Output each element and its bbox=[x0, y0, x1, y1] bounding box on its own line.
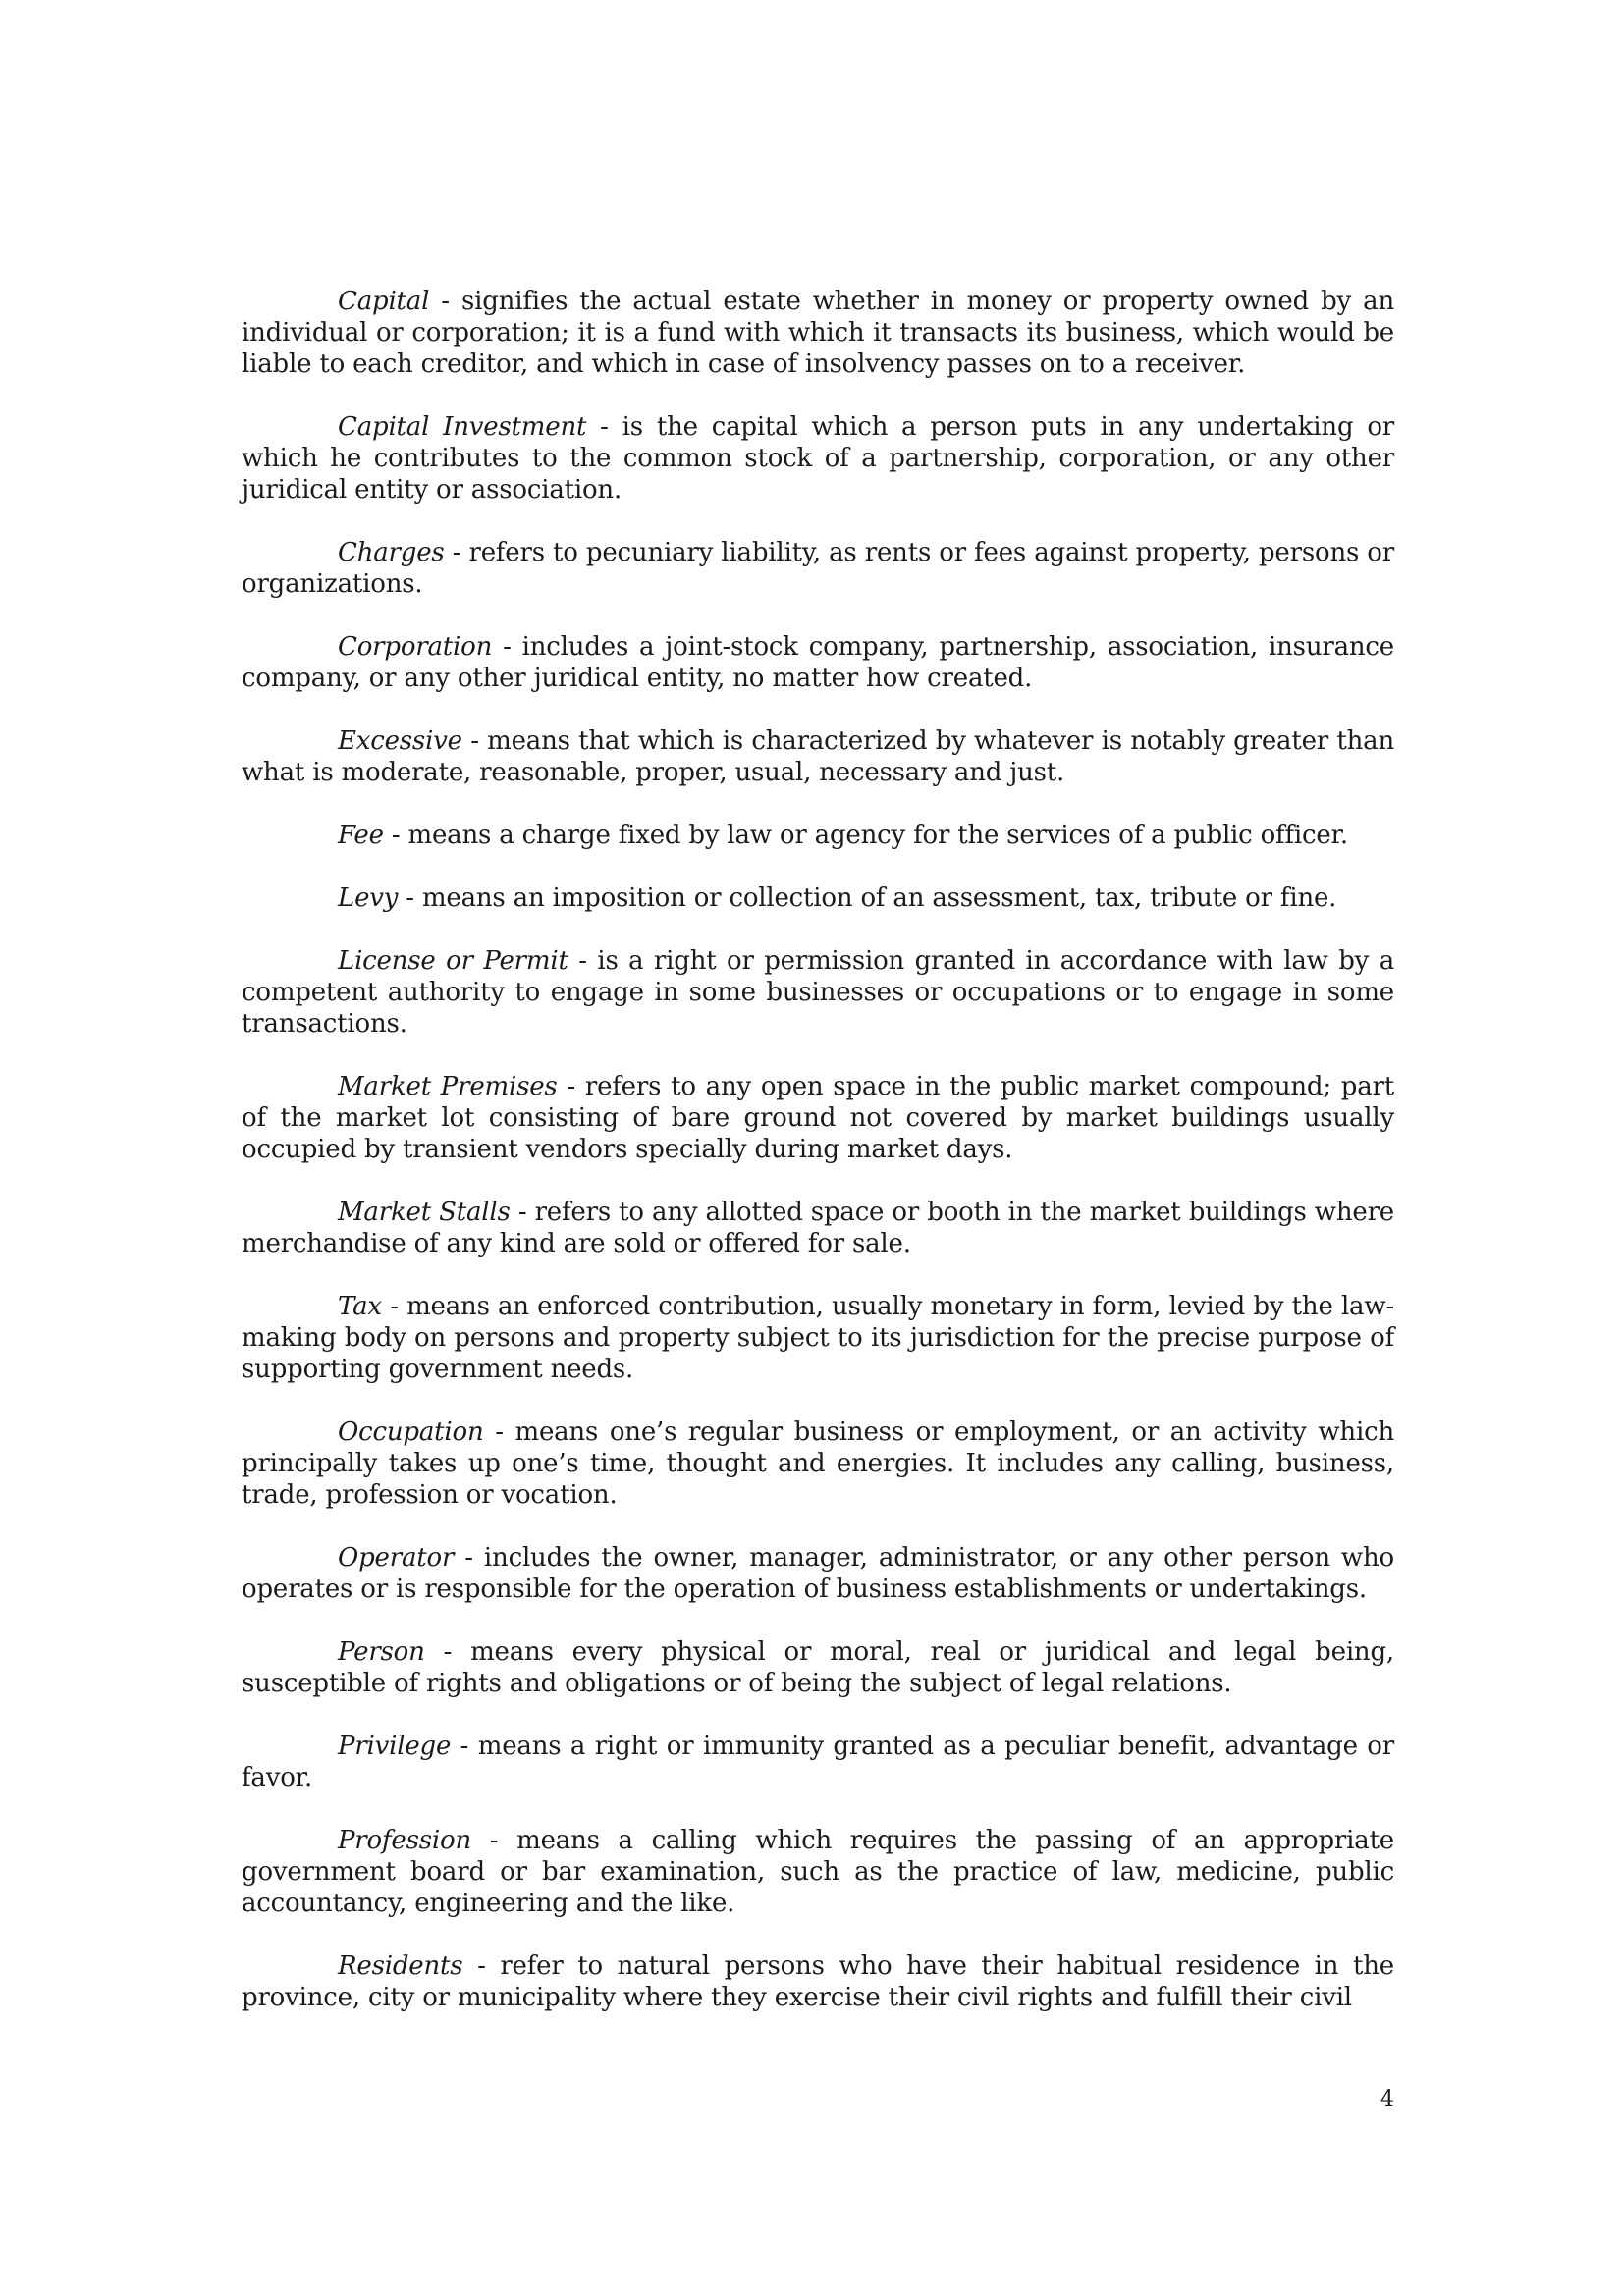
definition-market-premises bbox=[242, 1071, 1394, 1165]
definition-market-stalls bbox=[242, 1197, 1394, 1259]
definition-occupation bbox=[242, 1416, 1394, 1511]
definition-text: - means that which is characterized by whatever is notably greater than what is moderate, reasonable, proper, usual, necessary and just. bbox=[242, 726, 1394, 787]
definition-charges bbox=[242, 537, 1394, 600]
definition-text: - includes the owner, manager, administrator, or any other person who operates or is responsible for the operation of business establishments or undertakings. bbox=[242, 1543, 1394, 1604]
term: Capital Investment bbox=[338, 412, 587, 442]
term: Market Premises bbox=[338, 1072, 558, 1101]
term: Operator bbox=[338, 1543, 455, 1573]
term: Excessive bbox=[338, 726, 462, 756]
definition-text: - refers to any open space in the public market compound; part of the market lot consisting of bare ground not covered by market buildings usually occupied by transient vendors specially during market days. bbox=[242, 1072, 1394, 1164]
definition-text: - means a calling which requires the passing of an appropriate government board or bar examination, such as the practice of law, medicine, public accountancy, engineering and the like. bbox=[242, 1826, 1394, 1918]
term: Profession bbox=[338, 1826, 471, 1855]
definition-text: - means one’s regular business or employment, or an activity which principally takes up one’s time, thought and energies. It includes any calling, business, trade, profession or vocation. bbox=[242, 1417, 1394, 1510]
page-number: 4 bbox=[1380, 2087, 1394, 2111]
definitions-list bbox=[242, 286, 1394, 2045]
definition-excessive bbox=[242, 725, 1394, 788]
term: Tax bbox=[338, 1292, 382, 1321]
definition-privilege bbox=[242, 1731, 1394, 1793]
term: Person bbox=[338, 1637, 425, 1667]
definition-text: - is the capital which a person puts in any undertaking or which he contributes to the common stock of a partnership, corporation, or any other juridical entity or association. bbox=[242, 412, 1394, 505]
definition-text: - includes a joint-stock company, partnership, association, insurance company, or any other juridical entity, no matter how created. bbox=[242, 632, 1394, 693]
definition-text: - means an imposition or collection of an assessment, tax, tribute or fine. bbox=[398, 883, 1337, 913]
term: Residents bbox=[338, 1951, 463, 1981]
definition-text: - is a right or permission granted in accordance with law by a competent authority to engage in some businesses or occupations or to engage in some transactions. bbox=[242, 946, 1394, 1039]
definition-corporation bbox=[242, 631, 1394, 694]
definition-text: - refers to pecuniary liability, as rents or fees against property, persons or organizations. bbox=[242, 538, 1394, 599]
definition-capital-investment bbox=[242, 411, 1394, 506]
term: Corporation bbox=[338, 632, 493, 662]
definition-text: - means a right or immunity granted as a peculiar benefit, advantage or favor. bbox=[242, 1732, 1394, 1792]
definition-text: - means every physical or moral, real or juridical and legal being, susceptible of rights and obligations or of being the subject of legal relations. bbox=[242, 1637, 1394, 1698]
term: Occupation bbox=[338, 1417, 484, 1447]
definition-capital bbox=[242, 286, 1394, 380]
definition-text: - means a charge fixed by law or agency for the services of a public officer. bbox=[383, 821, 1348, 850]
definition-text: - refer to natural persons who have their habitual residence in the province, city or municipality where they exercise their civil rights and fulfill their civil bbox=[242, 1951, 1394, 2012]
term: Market Stalls bbox=[338, 1198, 511, 1227]
definition-text: - signifies the actual estate whether in money or property owned by an individual or corporation; it is a fund with which it transacts its business, which would be liable to each creditor, and which in case of insolvency passes on to a receiver. bbox=[242, 287, 1394, 379]
definition-text: - refers to any allotted space or booth in the market buildings where merchandise of any kind are sold or offered for sale. bbox=[242, 1198, 1394, 1258]
term: License or Permit bbox=[338, 946, 568, 976]
definition-person bbox=[242, 1636, 1394, 1699]
definition-fee bbox=[242, 820, 1394, 851]
term: Capital bbox=[338, 287, 430, 316]
term: Privilege bbox=[338, 1732, 452, 1761]
definition-license-or-permit bbox=[242, 945, 1394, 1040]
definition-tax bbox=[242, 1291, 1394, 1385]
definition-profession bbox=[242, 1825, 1394, 1919]
definition-operator bbox=[242, 1542, 1394, 1605]
definition-text: - means an enforced contribution, usually monetary in form, levied by the law-making body on persons and property subject to its jurisdiction for the precise purpose of supporting government needs. bbox=[242, 1292, 1394, 1384]
term: Levy bbox=[338, 883, 399, 913]
definition-residents bbox=[242, 1950, 1394, 2013]
term: Charges bbox=[338, 538, 445, 567]
definition-levy bbox=[242, 882, 1394, 914]
term: Fee bbox=[338, 821, 384, 850]
